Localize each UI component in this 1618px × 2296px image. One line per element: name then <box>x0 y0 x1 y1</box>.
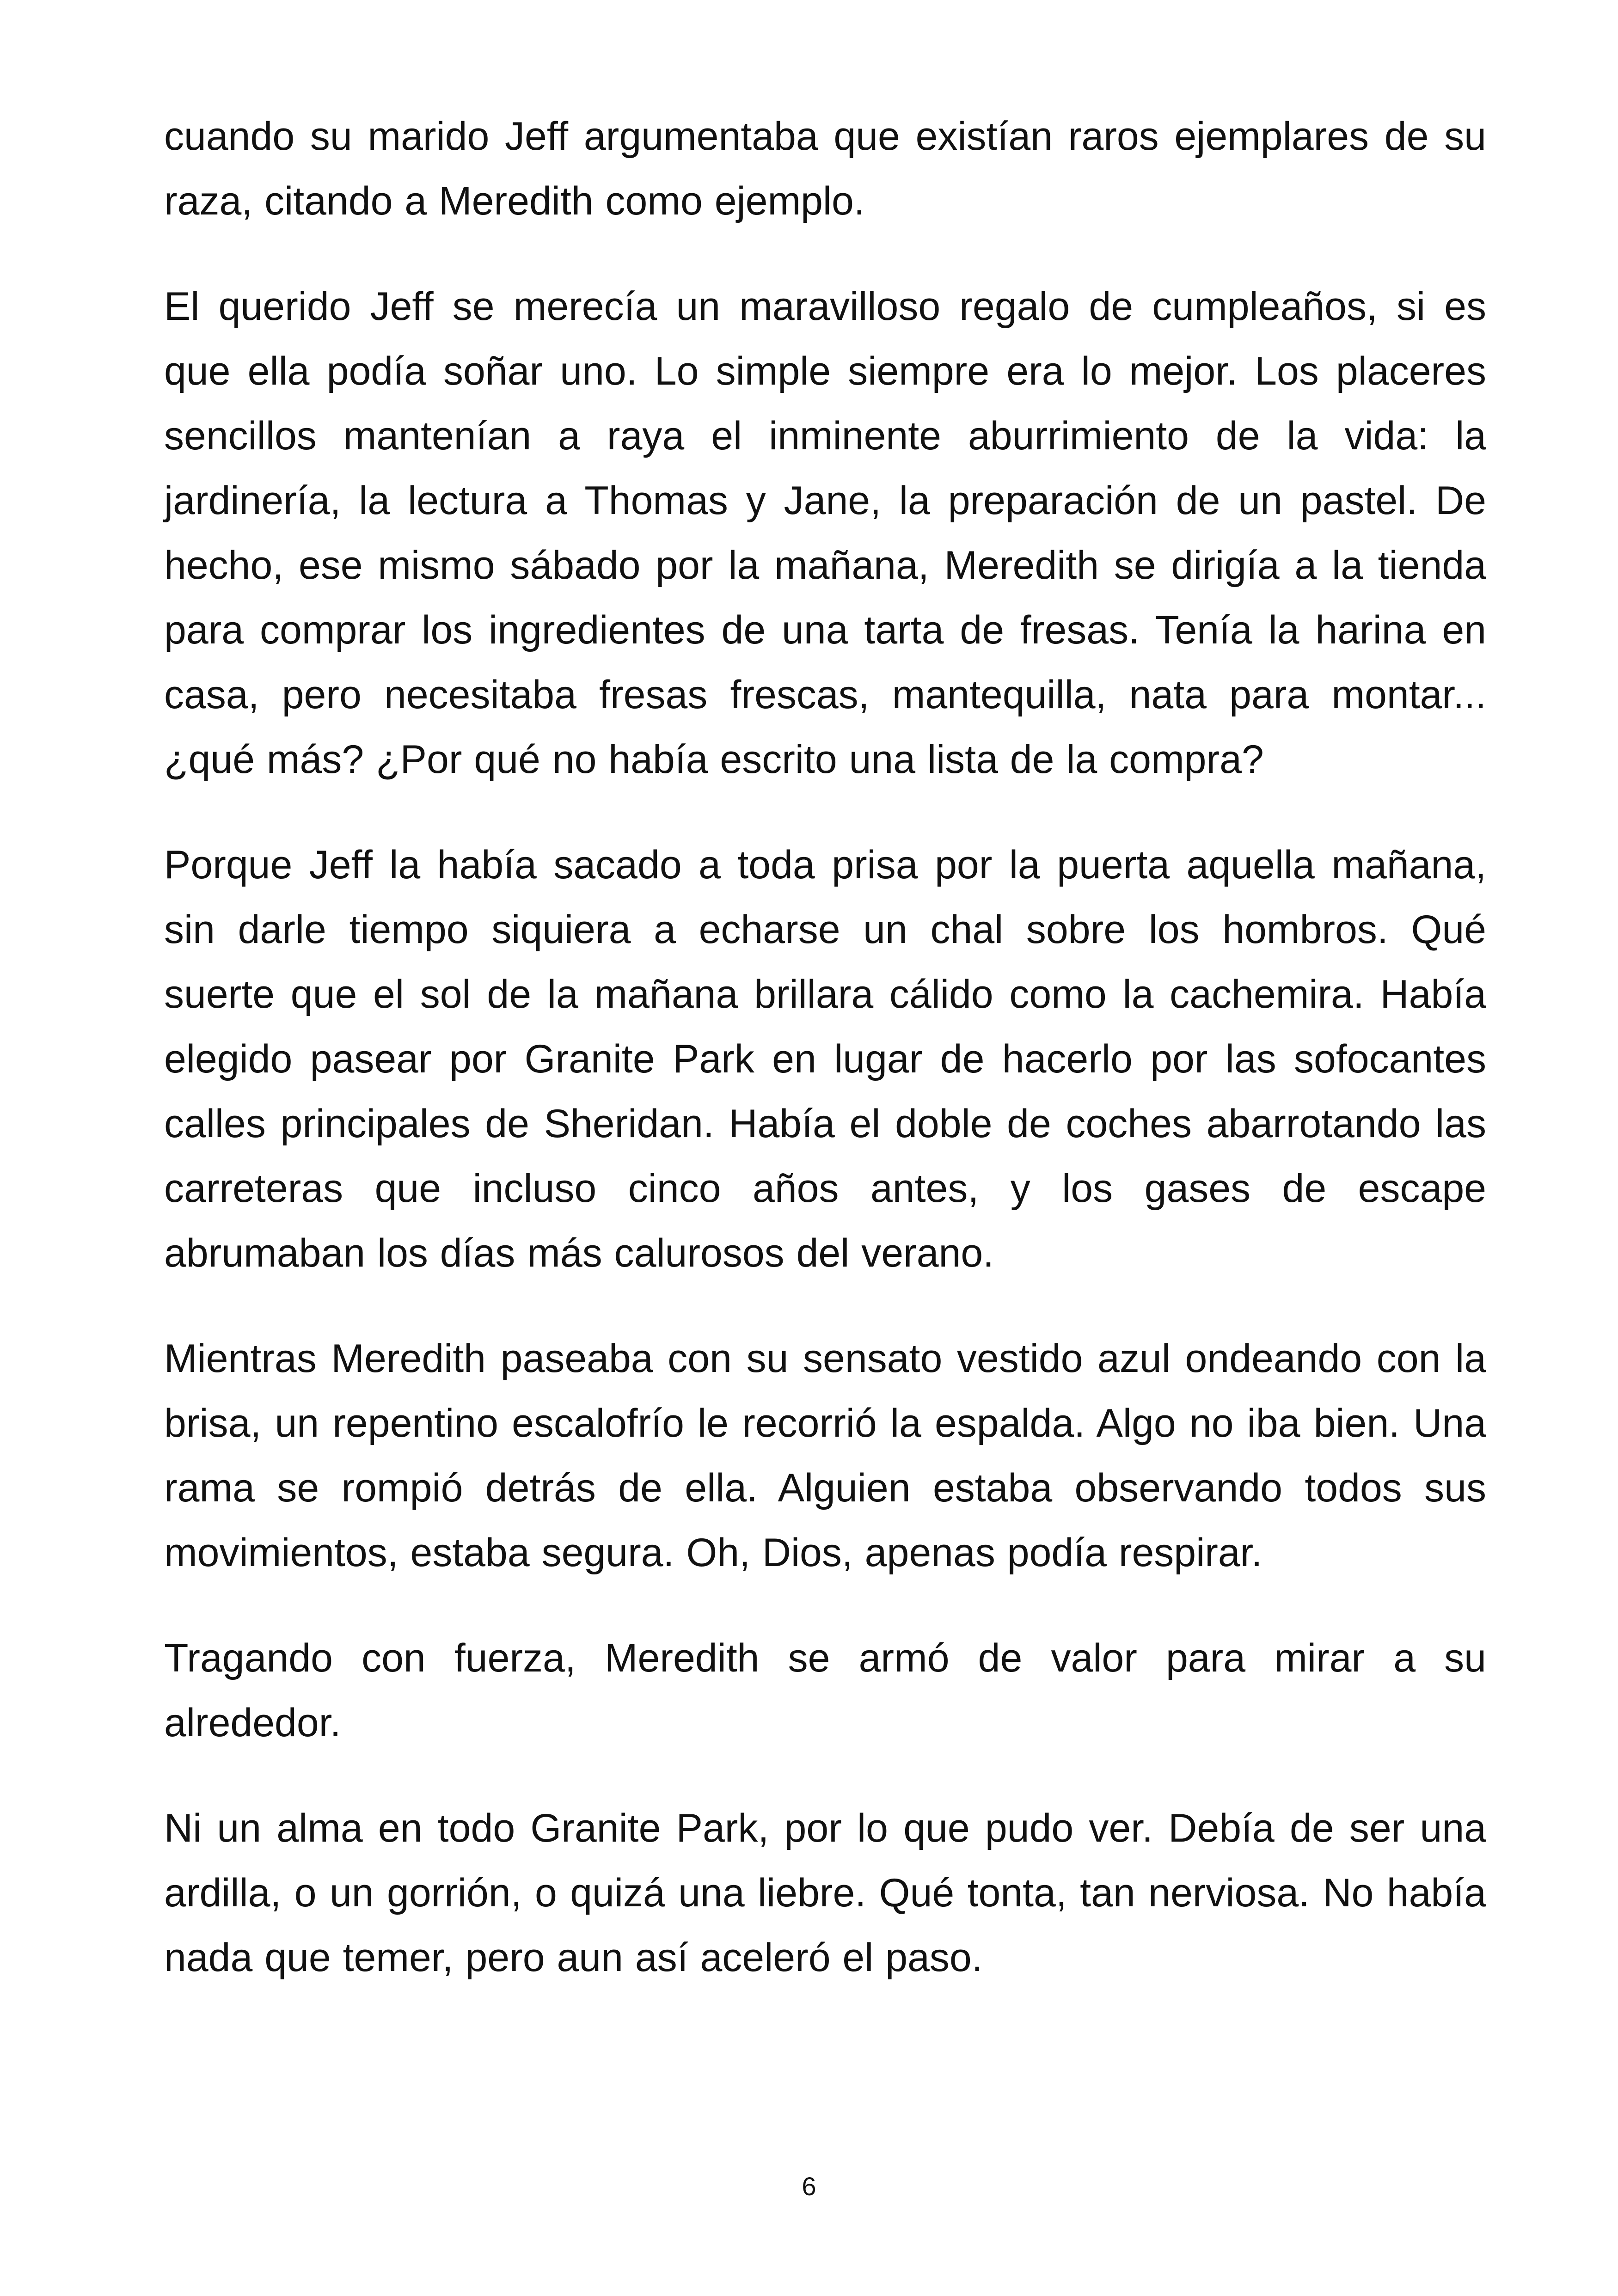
page-number: 6 <box>802 2172 816 2201</box>
paragraph-4: Mientras Meredith paseaba con su sensato vestido azul ondeando con la brisa, un repentino escalofrío le recorrió la espalda. Algo no iba bien. Una rama se rompió detrás de ella. Alguien estaba observando todos sus movimientos, estaba segura. Oh, Dios, apenas podía respirar. <box>164 1336 1486 1575</box>
paragraph-2: El querido Jeff se merecía un maravilloso regalo de cumpleaños, si es que ella podía soñar uno. Lo simple siempre era lo mejor. Los placeres sencillos mantenían a raya el inminente aburrimiento de la vida: la jardinería, la lectura a Thomas y Jane, la preparación de un pastel. De hecho, ese mismo sábado por la mañana, Meredith se dirigía a la tienda para comprar los ingredientes de una tarta de fresas. Tenía la harina en casa, pero necesitaba fresas frescas, mantequilla, nata para montar... ¿qué más? ¿Por qué no había escrito una lista de la compra? <box>164 284 1486 782</box>
paragraph-3: Porque Jeff la había sacado a toda prisa por la puerta aquella mañana, sin darle tiempo siquiera a echarse un chal sobre los hombros. Qué suerte que el sol de la mañana brillara cálido como la cachemira. Había elegido pasear por Granite Park en lugar de hacerlo por las sofocantes calles principales de Sheridan. Había el doble de coches abarrotando las carreteras que incluso cinco años antes, y los gases de escape abrumaban los días más calurosos del verano. <box>164 843 1486 1275</box>
paragraph-6: Ni un alma en todo Granite Park, por lo que pudo ver. Debía de ser una ardilla, o un gorrión, o quizá una liebre. Qué tonta, tan nerviosa. No había nada que temer, pero aun así aceleró el paso. <box>164 1806 1486 1980</box>
paragraph-5: Tragando con fuerza, Meredith se armó de valor para mirar a su alrededor. <box>164 1636 1486 1745</box>
page-body <box>164 104 1486 2031</box>
paragraph-1: cuando su marido Jeff argumentaba que existían raros ejemplares de su raza, citando a Meredith como ejemplo. <box>164 114 1486 223</box>
